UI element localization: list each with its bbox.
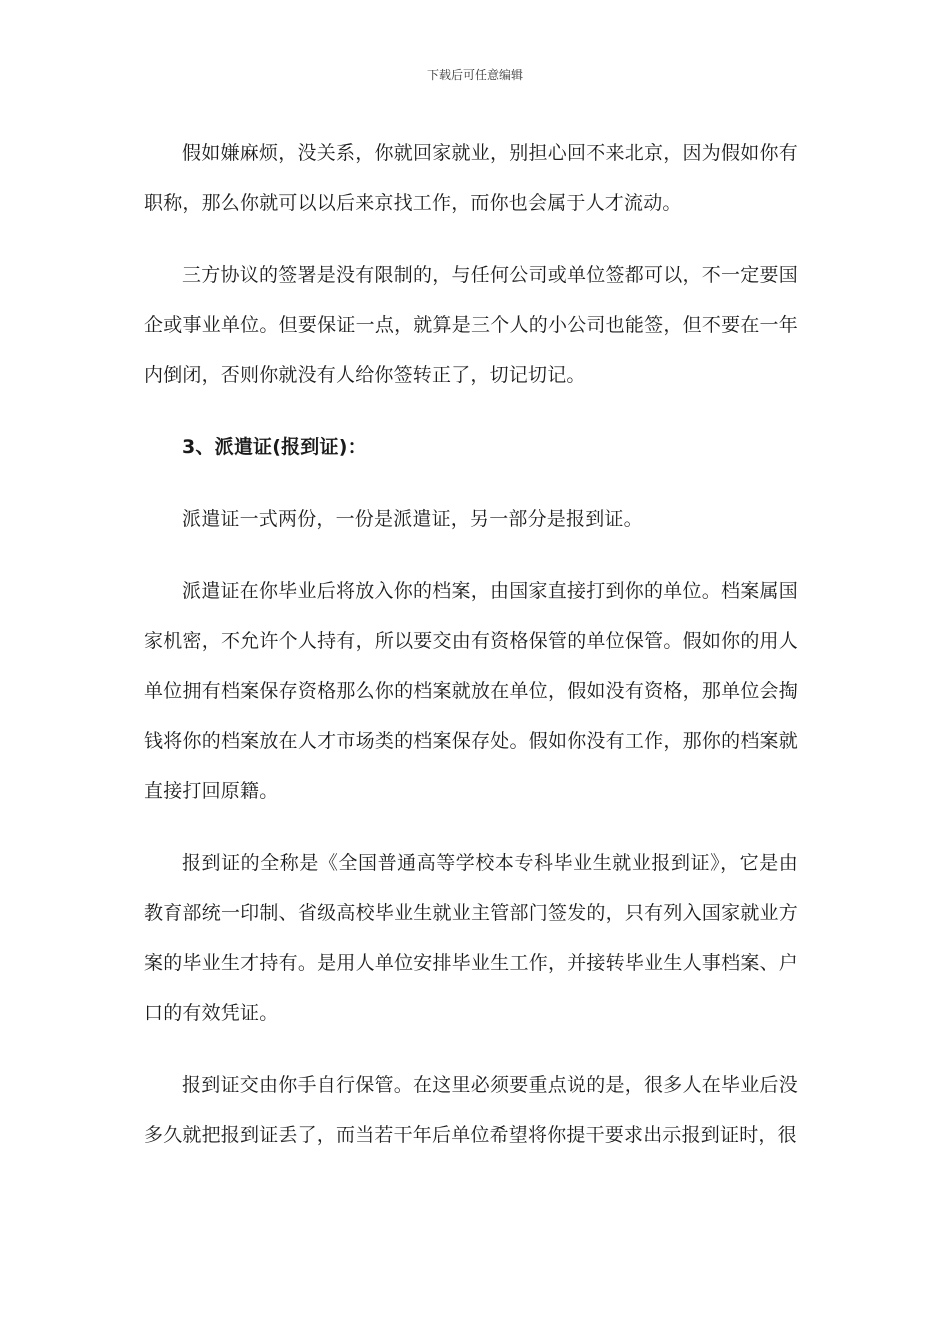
paragraph-2: 三方协议的签署是没有限制的，与任何公司或单位签都可以，不一定要国企或事业单位。但要保证一点，就算是三个人的小公司也能签，但不要在一年内倒闭，否则你就没有人给你签转正了，切记切记。 xyxy=(144,264,798,386)
paragraph-3: 派遣证一式两份，一份是派遣证，另一部分是报到证。 xyxy=(182,508,643,530)
page-header: 下载后可任意编辑 xyxy=(426,68,523,82)
paragraph-1: 假如嫌麻烦，没关系，你就回家就业，别担心回不来北京，因为假如你有职称，那么你就可以以后来京找工作，而你也会属于人才流动。 xyxy=(144,142,798,214)
paragraph-6: 报到证交由你手自行保管。在这里必须要重点说的是，很多人在毕业后没多久就把报到证丢了，而当若干年后单位希望将你提干要求出示报到证时，很 xyxy=(144,1074,798,1146)
document-body xyxy=(144,128,798,1182)
paragraph-5: 报到证的全称是《全国普通高等学校本专科毕业生就业报到证》，它是由教育部统一印制、省级高校毕业生就业主管部门签发的，只有列入国家就业方案的毕业生才持有。是用人单位安排毕业生工作，并接转毕业生人事档案、户口的有效凭证。 xyxy=(144,852,798,1024)
section-heading: 3、派遣证(报到证)： xyxy=(182,436,367,458)
paragraph-4: 派遣证在你毕业后将放入你的档案，由国家直接打到你的单位。档案属国家机密，不允许个人持有，所以要交由有资格保管的单位保管。假如你的用人单位拥有档案保存资格那么你的档案就放在单位，假如没有资格，那单位会掏钱将你的档案放在人才市场类的档案保存处。假如你没有工作，那你的档案就直接打回原籍。 xyxy=(144,580,798,802)
